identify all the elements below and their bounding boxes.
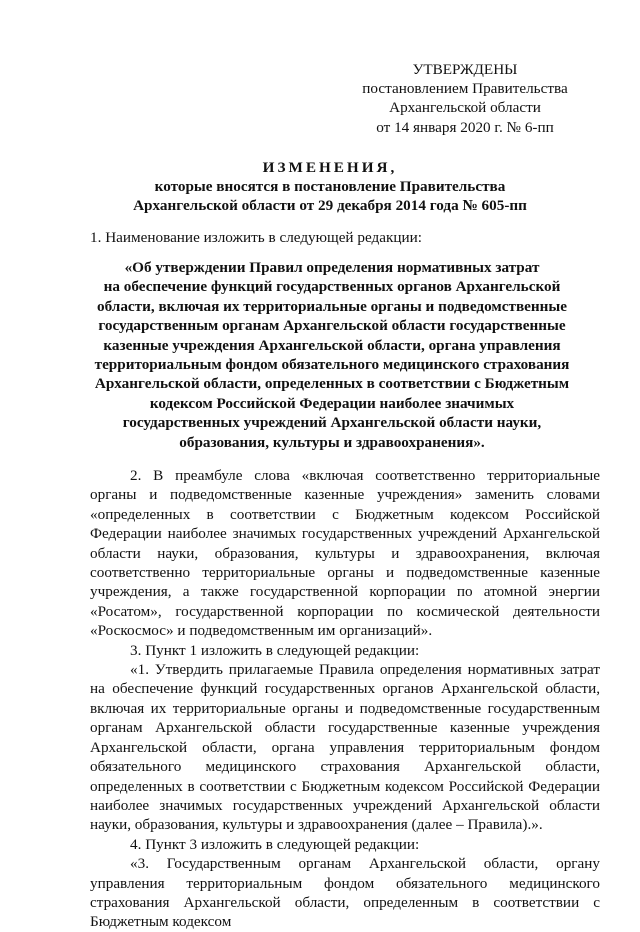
- quote-line: казенные учреждения Архангельской области, органа управления: [103, 336, 561, 354]
- new-title-quote: [82, 258, 582, 452]
- quote-line: территориальным фондом обязательного медицинского страхования: [94, 356, 570, 374]
- document-body: [90, 466, 600, 932]
- document-subtitle: которые вносятся в постановление Правительства: [154, 178, 506, 196]
- item-3-text-paragraph: «1. Утвердить прилагаемые Правила определения нормативных затрат на обеспечение функций государственных органов Архангельской области, включая их территориальные органы и подведомственные государственным органам Архангельской области государственные казенные учреждения Архангельской области, органа управления территориальным фондом обязательного медицинского страхования Архангельской области, определенных в соответствии с Бюджетным кодексом Российской Федерации наиболее значимых государственных учреждений Архангельской области науки, образования, культуры и здравоохранения (далее – Правила).».: [90, 661, 600, 834]
- quote-line: государственных учреждений Архангельской области науки,: [122, 414, 542, 432]
- approval-title: УТВЕРЖДЕНЫ: [412, 61, 518, 78]
- quote-line: Архангельской области, определенных в соответствии с Бюджетным: [94, 375, 570, 393]
- document-subtitle-reference: Архангельской области от 29 декабря 2014 года № 605-пп: [133, 197, 527, 215]
- quote-line: образования, культуры и здравоохранения».: [179, 433, 485, 451]
- approval-date: от 14 января 2020 г. № 6-пп: [376, 118, 554, 136]
- quote-line: государственным органам Архангельской области государственные: [98, 317, 566, 335]
- approval-region: Архангельской области: [389, 99, 541, 117]
- quote-line: на обеспечение функций государственных органов Архангельской: [103, 278, 561, 296]
- item-2-paragraph: 2. В преамбуле слова «включая соответственно территориальные органы и подведомственные казенные учреждения» заменить словами «определенных в соответствии с Бюджетным кодексом Российской Федерации наиболее значимых государственных учреждений Архангельской области науки, образования, культуры и здравоохранения, включая соответственно территориальные органы и подведомственные казенные учреждения, а также государственной корпорации по атомной энергии «Росатом», государственной корпорации по космической деятельности «Роскосмос» и подведомственным им организаций».: [90, 467, 600, 640]
- approval-stamp: [350, 60, 580, 137]
- document-title: ИЗМЕНЕНИЯ,: [262, 159, 398, 176]
- item-3-paragraph: 3. Пункт 1 изложить в следующей редакции:: [130, 641, 420, 659]
- item-4-text-paragraph: «3. Государственным органам Архангельской области, органу управления территориальным фондом обязательного медицинского страхования Архангельской области, определенным в соответствии с Бюджетным кодексом: [90, 855, 600, 931]
- item-1: 1. Наименование изложить в следующей редакции:: [90, 229, 422, 246]
- quote-line: области, включая их территориальные органы и подведомственные: [97, 297, 567, 315]
- quote-line: кодексом Российской Федерации наиболее значимых: [149, 394, 515, 412]
- quote-line: «Об утверждении Правил определения нормативных затрат: [124, 259, 540, 276]
- item-4-paragraph: 4. Пункт 3 изложить в следующей редакции:: [130, 835, 420, 853]
- document-heading: [60, 158, 600, 216]
- approval-decree: постановлением Правительства: [362, 80, 568, 98]
